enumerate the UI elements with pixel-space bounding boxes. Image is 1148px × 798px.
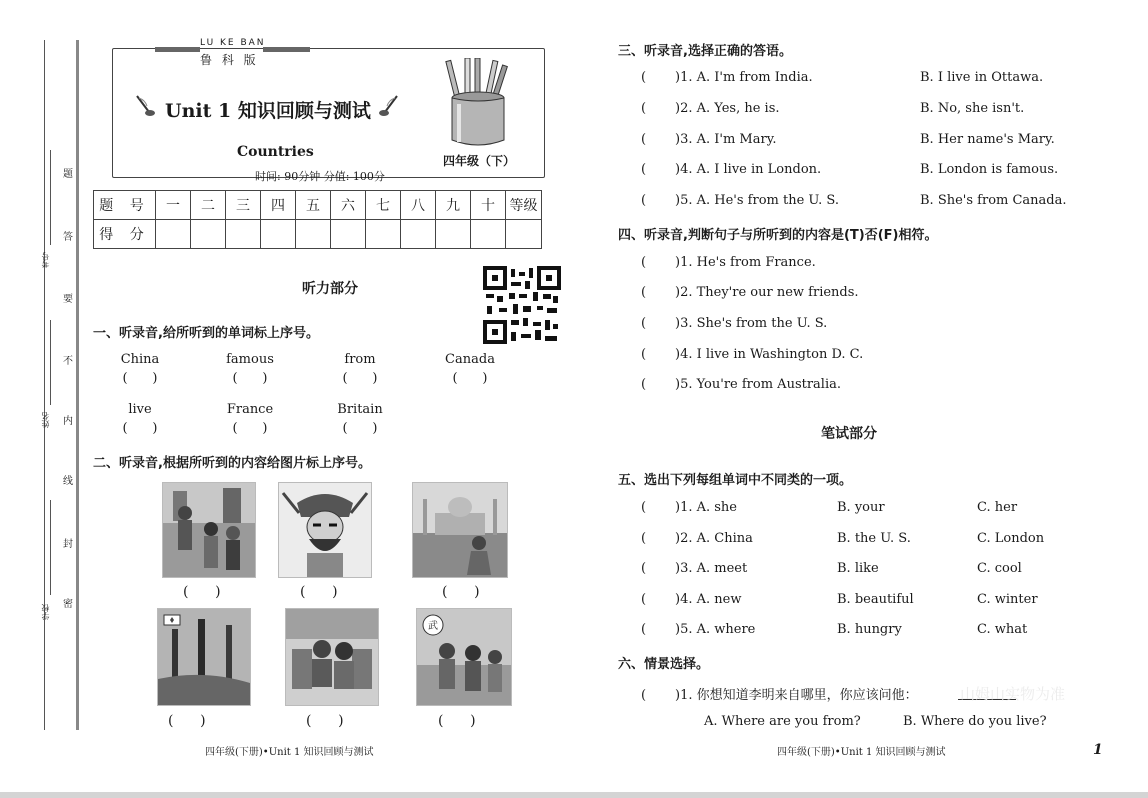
option-b: B. London is famous. xyxy=(920,162,1059,177)
picture-1-people-street xyxy=(162,482,256,578)
option-b: B. No, she isn't. xyxy=(920,101,1025,116)
question-row[interactable]: ( )3. She's from the U. S. xyxy=(641,316,828,331)
option-b: B. I live in Ottawa. xyxy=(920,70,1044,85)
pencil-cup-icon xyxy=(445,58,513,150)
question-row[interactable]: ( )1. He's from France. xyxy=(641,255,816,270)
picture-6-kungfu-class xyxy=(416,608,512,706)
table-cell: 六 xyxy=(331,191,366,220)
table-cell: 等级 xyxy=(506,191,542,220)
score-input-cell[interactable] xyxy=(436,220,471,249)
time-score-info: 时间: 90分钟 分值: 100分 xyxy=(255,170,385,183)
binding-char: 线 xyxy=(63,476,73,487)
option-b: B. your xyxy=(837,500,885,515)
answer-bracket[interactable]: ( ) xyxy=(122,371,158,386)
table-cell: 九 xyxy=(436,191,471,220)
answer-bracket[interactable]: ( ) xyxy=(306,713,344,729)
answer-bracket[interactable]: ( ) xyxy=(300,584,338,600)
name-line[interactable] xyxy=(50,320,51,405)
picture-3-taj-mahal xyxy=(412,482,508,578)
word-item: Britain xyxy=(337,402,383,417)
question-row[interactable]: ( )4. A. I live in London. xyxy=(641,162,822,177)
answer-bracket[interactable]: ( ) xyxy=(442,584,480,600)
answer-bracket[interactable]: ( ) xyxy=(232,421,268,436)
table-cell: 七 xyxy=(366,191,401,220)
binding-char: 要 xyxy=(63,294,73,305)
option-b: B. beautiful xyxy=(837,592,914,607)
option-a: A. Where are you from? xyxy=(704,714,861,729)
answer-bracket[interactable]: ( ) xyxy=(122,421,158,436)
written-part-title: 笔试部分 xyxy=(821,426,877,442)
word-item: live xyxy=(128,402,152,417)
option-c: C. her xyxy=(977,500,1018,515)
binding-char: 内 xyxy=(63,416,73,427)
edition-label: 鲁 科 版 xyxy=(200,53,259,67)
section-2-title: 二、听录音,根据所听到的内容给图片标上序号。 xyxy=(93,456,371,471)
edition-pinyin: LU KE BAN xyxy=(200,38,266,48)
score-input-cell[interactable] xyxy=(296,220,331,249)
binding-char: 密 xyxy=(63,599,73,610)
score-input-cell[interactable] xyxy=(226,220,261,249)
table-cell: 十 xyxy=(471,191,506,220)
table-cell: 一 xyxy=(156,191,191,220)
option-b: B. Her name's Mary. xyxy=(920,132,1055,147)
option-b: B. Where do you live? xyxy=(903,714,1047,729)
answer-bracket[interactable]: ( ) xyxy=(168,713,206,729)
binding-char: 不 xyxy=(63,356,73,367)
name-label: 姓名 xyxy=(41,412,50,428)
unit-title: Unit 1 知识回顾与测试 xyxy=(165,100,371,122)
score-input-cell[interactable] xyxy=(401,220,436,249)
table-cell: 五 xyxy=(296,191,331,220)
footer-right: 四年级(下册)•Unit 1 知识回顾与测试 xyxy=(777,747,946,758)
word-item: China xyxy=(120,352,160,367)
question-row[interactable]: ( )2. A. China xyxy=(641,531,753,546)
question-row[interactable]: ( )3. A. meet xyxy=(641,561,748,576)
student-id-label: 考号 xyxy=(41,252,50,268)
table-row xyxy=(94,220,542,249)
answer-bracket[interactable]: ( ) xyxy=(183,584,221,600)
answer-bracket[interactable]: ( ) xyxy=(342,421,378,436)
binding-char: 封 xyxy=(63,539,73,550)
page-number: 1 xyxy=(1093,742,1103,758)
option-c: C. winter xyxy=(977,592,1038,607)
answer-bracket[interactable]: ( ) xyxy=(342,371,378,386)
table-cell: 题 号 xyxy=(94,191,156,220)
word-item: France xyxy=(226,402,274,417)
table-cell: 二 xyxy=(191,191,226,220)
answer-bracket[interactable]: ( ) xyxy=(232,371,268,386)
option-b: B. hungry xyxy=(837,622,902,637)
answer-bracket[interactable]: ( ) xyxy=(438,713,476,729)
music-note-icon xyxy=(375,92,401,118)
section-4-title: 四、听录音,判断句子与所听到的内容是(T)否(F)相符。 xyxy=(618,228,938,243)
option-c: C. cool xyxy=(977,561,1022,576)
section-6-title: 六、情景选择。 xyxy=(618,657,710,672)
table-cell: 八 xyxy=(401,191,436,220)
table-cell: 四 xyxy=(261,191,296,220)
picture-5-bus-children xyxy=(285,608,379,706)
answer-bracket[interactable]: ( ) xyxy=(452,371,488,386)
section-3-title: 三、听录音,选择正确的答语。 xyxy=(618,44,792,59)
question-row[interactable]: ( )5. A. He's from the U. S. xyxy=(641,193,840,208)
table-row xyxy=(94,191,542,220)
question-row[interactable]: ( )3. A. I'm Mary. xyxy=(641,132,777,147)
footer-left: 四年级(下册)•Unit 1 知识回顾与测试 xyxy=(205,747,374,758)
table-cell: 三 xyxy=(226,191,261,220)
school-line[interactable] xyxy=(50,500,51,595)
question-row[interactable]: ( )2. They're our new friends. xyxy=(641,285,859,300)
option-b: B. like xyxy=(837,561,879,576)
listening-part-title: 听力部分 xyxy=(302,281,358,297)
grade-label: 四年级（下） xyxy=(443,154,516,168)
option-b: B. the U. S. xyxy=(837,531,911,546)
option-c: C. London xyxy=(977,531,1045,546)
question-row[interactable]: ( )5. A. where xyxy=(641,622,756,637)
score-input-cell[interactable] xyxy=(506,220,542,249)
option-c: C. what xyxy=(977,622,1028,637)
score-input-cell[interactable] xyxy=(261,220,296,249)
question-row[interactable]: ( )4. A. new xyxy=(641,592,742,607)
binding-line xyxy=(76,40,79,730)
binding-edge-line xyxy=(44,40,45,730)
question-row[interactable]: ( )1. A. I'm from India. xyxy=(641,70,813,85)
unit-subtitle: Countries xyxy=(237,144,314,160)
section-5-title: 五、选出下列每组单词中不同类的一项。 xyxy=(618,473,853,488)
word-item: Canada xyxy=(445,352,495,367)
question-row[interactable]: ( )2. A. Yes, he is. xyxy=(641,101,780,116)
binding-char: 答 xyxy=(63,232,73,243)
score-input-cell[interactable] xyxy=(366,220,401,249)
option-b: B. She's from Canada. xyxy=(920,193,1067,208)
binding-char: 题 xyxy=(63,169,73,180)
score-input-cell[interactable] xyxy=(471,220,506,249)
question-row[interactable]: ( )5. You're from Australia. xyxy=(641,377,842,392)
music-note-icon xyxy=(133,92,159,118)
school-label: 学校 xyxy=(41,604,50,620)
picture-4-forest-canada xyxy=(157,608,251,706)
score-input-cell[interactable] xyxy=(331,220,366,249)
student-id-line[interactable] xyxy=(50,150,51,245)
score-input-cell[interactable] xyxy=(156,220,191,249)
word-item: from xyxy=(344,352,376,367)
question-row[interactable]: ( )1. A. she xyxy=(641,500,737,515)
question-row[interactable]: ( )4. I live in Washington D. C. xyxy=(641,347,864,362)
question-row[interactable]: ( )1. 你想知道李明来自哪里，你应该问他： xyxy=(641,688,918,703)
svg-text:武: 武 xyxy=(428,621,438,632)
table-cell: 得 分 xyxy=(94,220,156,249)
watermark: 山姆山实物为准 xyxy=(960,685,1066,703)
section-1-title: 一、听录音,给所听到的单词标上序号。 xyxy=(93,326,319,341)
word-item: famous xyxy=(226,352,274,367)
score-table xyxy=(93,190,542,249)
bottom-scroll-bar[interactable] xyxy=(0,792,1148,798)
qr-code-icon[interactable] xyxy=(483,266,561,344)
score-input-cell[interactable] xyxy=(191,220,226,249)
picture-2-opera-mask xyxy=(278,482,372,578)
